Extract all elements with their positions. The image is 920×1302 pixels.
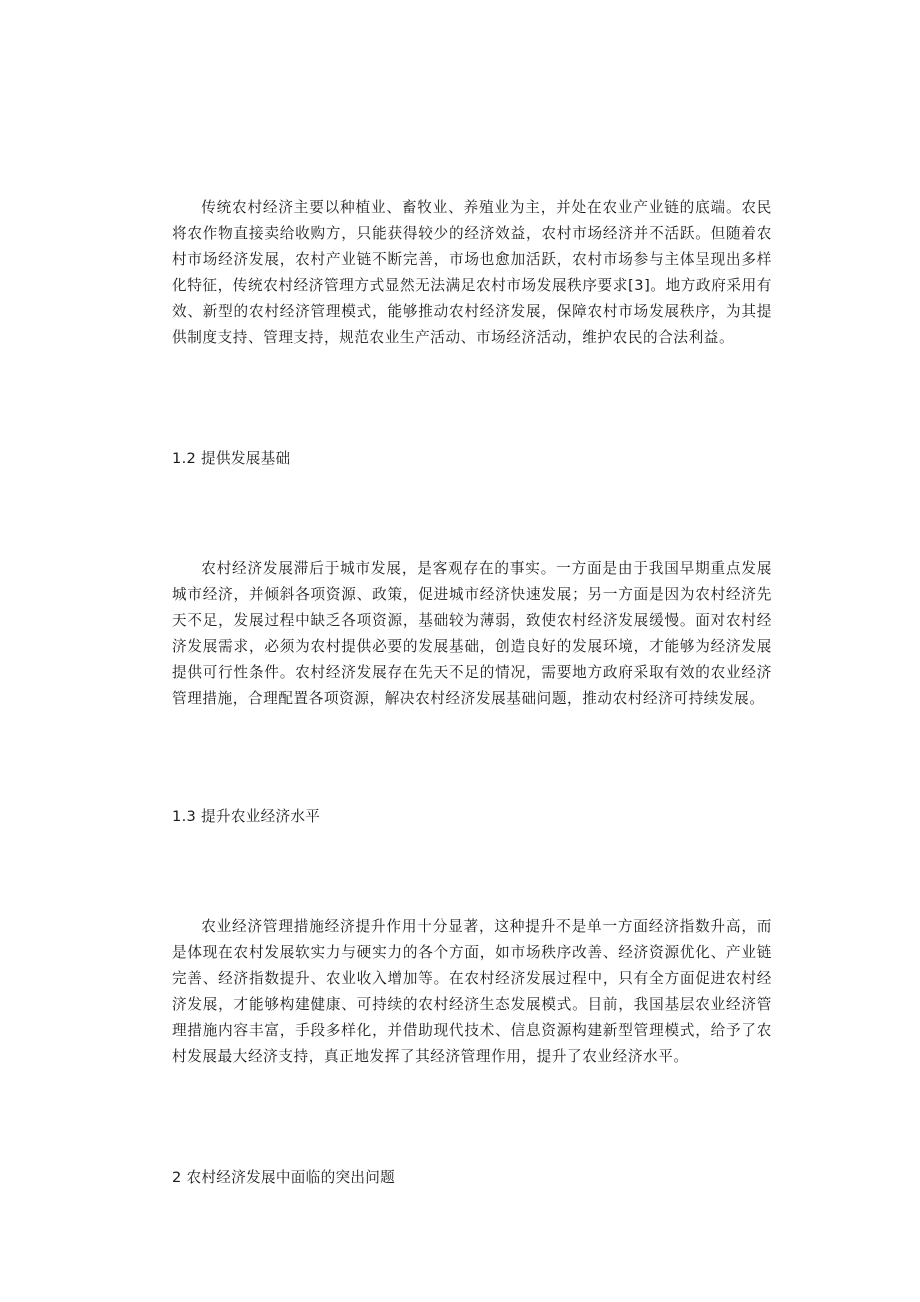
body-paragraph: 农村经济发展滞后于城市发展，是客观存在的事实。一方面是由于我国早期重点发展城市经济，并倾斜各项资源、政策，促进城市经济快速发展；另一方面是因为农村经济先天不足，发展过程中缺乏各项资源，基础较为薄弱，致使农村经济发展缓慢。面对农村经济发展需求，必须为农村提供必要的发展基础，创造良好的发展环境，才能够为经济发展提供可行性条件。农村经济发展存在先天不足的情况，需要地方政府采取有效的农业经济管理措施，合理配置各项资源，解决农村经济发展基础问题，推动农村经济可持续发展。 xyxy=(172,560,772,707)
body-paragraph: 传统农村经济主要以种植业、畜牧业、养殖业为主，并处在农业产业链的底端。农民将农作物直接卖给收购方，只能获得较少的经济效益，农村市场经济并不活跃。但随着农村市场经济发展，农村产业链不断完善，市场也愈加活跃，农村市场参与主体呈现出多样化特征，传统农村经济管理方式显然无法满足农村市场发展秩序要求[3]。地方政府采用有效、新型的农村经济管理模式，能够推动农村经济发展，保障农村市场发展秩序，为其提供制度支持、管理支持，规范农业生产活动、市场经济活动，维护农民的合法利益。 xyxy=(172,199,772,346)
section-heading-2: 2 农村经济发展中面临的突出问题 xyxy=(172,1169,396,1186)
section-heading-1-3: 1.3 提升农业经济水平 xyxy=(172,808,321,825)
body-paragraph: 农业经济管理措施经济提升作用十分显著，这种提升不是单一方面经济指数升高，而是体现在农村发展软实力与硬实力的各个方面，如市场秩序改善、经济资源优化、产业链完善、经济指数提升、农业收入增加等。在农村经济发展过程中，只有全方面促进农村经济发展，才能够构建健康、可持续的农村经济生态发展模式。目前，我国基层农业经济管理措施内容丰富，手段多样化，并借助现代技术、信息资源构建新型管理模式，给予了农村发展最大经济支持，真正地发挥了其经济管理作用，提升了农业经济水平。 xyxy=(172,918,772,1065)
section-heading-1-2: 1.2 提供发展基础 xyxy=(172,450,291,467)
